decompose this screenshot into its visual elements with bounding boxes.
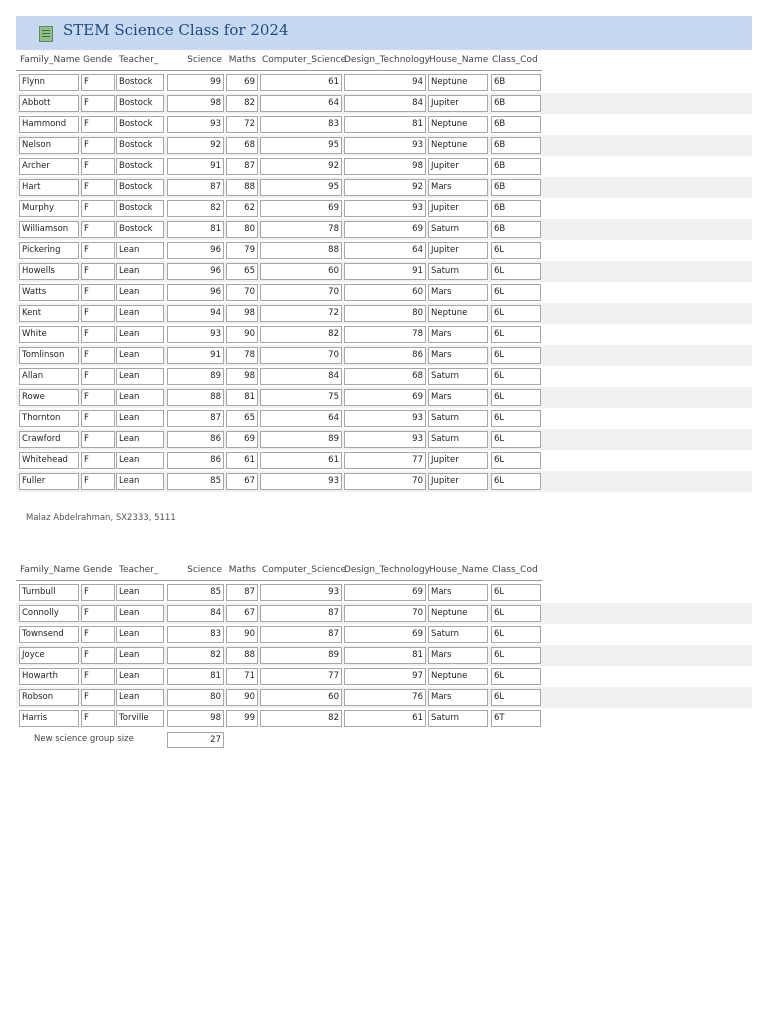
cell-teacher: Bostock (116, 95, 164, 112)
cell-family-name: Howells (19, 263, 79, 280)
cell-teacher: Torville (116, 710, 164, 727)
cell-maths: 98 (226, 368, 258, 385)
column-header-family-name: Family_Name (20, 55, 81, 65)
cell-gender: F (81, 689, 115, 706)
cell-house-name: Neptune (428, 74, 488, 91)
cell-science: 93 (167, 326, 224, 343)
column-header-class-code: Class_Cod (492, 565, 538, 575)
cell-teacher: Lean (116, 242, 164, 259)
cell-maths: 72 (226, 116, 258, 133)
cell-class-code: 6L (491, 452, 541, 469)
cell-design-technology: 69 (344, 584, 426, 601)
cell-design-technology: 92 (344, 179, 426, 196)
cell-class-code: 6L (491, 647, 541, 664)
cell-maths: 79 (226, 242, 258, 259)
cell-maths: 65 (226, 263, 258, 280)
cell-computer-science: 61 (260, 452, 342, 469)
cell-science: 81 (167, 221, 224, 238)
table-row (16, 687, 752, 708)
column-header-teacher: Teacher_ (119, 55, 159, 65)
table-row (16, 408, 752, 429)
header-divider (16, 70, 542, 71)
column-header-gender: Gende (83, 55, 113, 65)
cell-maths: 81 (226, 389, 258, 406)
table-row (16, 261, 752, 282)
cell-class-code: 6L (491, 473, 541, 490)
cell-house-name: Neptune (428, 305, 488, 322)
cell-maths: 70 (226, 284, 258, 301)
cell-computer-science: 92 (260, 158, 342, 175)
cell-design-technology: 80 (344, 305, 426, 322)
table-row (16, 387, 752, 408)
table-row (16, 282, 752, 303)
cell-gender: F (81, 626, 115, 643)
cell-gender: F (81, 389, 115, 406)
table-row (16, 177, 752, 198)
cell-computer-science: 78 (260, 221, 342, 238)
cell-house-name: Mars (428, 389, 488, 406)
cell-teacher: Lean (116, 284, 164, 301)
table-row (16, 198, 752, 219)
table-row (16, 450, 752, 471)
table-row (16, 366, 752, 387)
cell-class-code: 6L (491, 326, 541, 343)
table-row (16, 114, 752, 135)
cell-science: 91 (167, 158, 224, 175)
cell-family-name: Pickering (19, 242, 79, 259)
cell-class-code: 6L (491, 347, 541, 364)
cell-maths: 69 (226, 431, 258, 448)
cell-teacher: Lean (116, 263, 164, 280)
cell-class-code: 6L (491, 389, 541, 406)
cell-house-name: Mars (428, 179, 488, 196)
cell-maths: 69 (226, 74, 258, 91)
cell-maths: 68 (226, 137, 258, 154)
cell-science: 81 (167, 668, 224, 685)
cell-class-code: 6B (491, 179, 541, 196)
cell-computer-science: 83 (260, 116, 342, 133)
group-size-value: 27 (167, 732, 224, 748)
cell-maths: 90 (226, 626, 258, 643)
cell-family-name: Whitehead (19, 452, 79, 469)
cell-house-name: Mars (428, 347, 488, 364)
cell-class-code: 6L (491, 284, 541, 301)
table-row (16, 219, 752, 240)
cell-class-code: 6T (491, 710, 541, 727)
cell-teacher: Bostock (116, 74, 164, 91)
cell-house-name: Saturn (428, 410, 488, 427)
cell-science: 87 (167, 410, 224, 427)
cell-teacher: Lean (116, 452, 164, 469)
cell-gender: F (81, 326, 115, 343)
cell-computer-science: 93 (260, 584, 342, 601)
cell-gender: F (81, 158, 115, 175)
column-header-class-code: Class_Cod (492, 55, 538, 65)
cell-design-technology: 69 (344, 626, 426, 643)
cell-teacher: Lean (116, 647, 164, 664)
cell-family-name: Harris (19, 710, 79, 727)
cell-design-technology: 78 (344, 326, 426, 343)
cell-house-name: Saturn (428, 221, 488, 238)
cell-class-code: 6B (491, 74, 541, 91)
cell-house-name: Neptune (428, 137, 488, 154)
table-row (16, 345, 752, 366)
cell-family-name: Flynn (19, 74, 79, 91)
cell-science: 82 (167, 200, 224, 217)
cell-gender: F (81, 473, 115, 490)
cell-class-code: 6L (491, 689, 541, 706)
page-footer: Malaz Abdelrahman, SX2333, 5111 (26, 513, 176, 523)
cell-house-name: Jupiter (428, 95, 488, 112)
cell-gender: F (81, 647, 115, 664)
cell-computer-science: 64 (260, 410, 342, 427)
cell-teacher: Lean (116, 626, 164, 643)
cell-teacher: Lean (116, 605, 164, 622)
cell-computer-science: 87 (260, 626, 342, 643)
table-row (16, 645, 752, 666)
cell-design-technology: 64 (344, 242, 426, 259)
cell-design-technology: 70 (344, 473, 426, 490)
cell-family-name: Williamson (19, 221, 79, 238)
cell-design-technology: 98 (344, 158, 426, 175)
column-header-maths: Maths (228, 55, 256, 65)
cell-computer-science: 61 (260, 74, 342, 91)
cell-computer-science: 89 (260, 647, 342, 664)
cell-house-name: Jupiter (428, 242, 488, 259)
cell-gender: F (81, 347, 115, 364)
cell-computer-science: 70 (260, 347, 342, 364)
cell-science: 92 (167, 137, 224, 154)
cell-gender: F (81, 305, 115, 322)
cell-gender: F (81, 410, 115, 427)
cell-teacher: Lean (116, 305, 164, 322)
cell-family-name: Hart (19, 179, 79, 196)
cell-family-name: Fuller (19, 473, 79, 490)
cell-house-name: Saturn (428, 431, 488, 448)
cell-maths: 90 (226, 689, 258, 706)
cell-computer-science: 60 (260, 263, 342, 280)
cell-computer-science: 77 (260, 668, 342, 685)
cell-house-name: Jupiter (428, 200, 488, 217)
cell-family-name: Connolly (19, 605, 79, 622)
cell-class-code: 6L (491, 668, 541, 685)
cell-gender: F (81, 137, 115, 154)
table-row (16, 603, 752, 624)
cell-family-name: Abbott (19, 95, 79, 112)
cell-science: 82 (167, 647, 224, 664)
cell-computer-science: 72 (260, 305, 342, 322)
table-row (16, 156, 752, 177)
cell-science: 83 (167, 626, 224, 643)
cell-gender: F (81, 179, 115, 196)
cell-family-name: Hammond (19, 116, 79, 133)
cell-teacher: Lean (116, 410, 164, 427)
cell-family-name: Allan (19, 368, 79, 385)
cell-family-name: Crawford (19, 431, 79, 448)
header-divider (16, 580, 542, 581)
cell-maths: 87 (226, 584, 258, 601)
cell-teacher: Lean (116, 584, 164, 601)
cell-class-code: 6L (491, 263, 541, 280)
cell-gender: F (81, 74, 115, 91)
cell-class-code: 6L (491, 605, 541, 622)
cell-gender: F (81, 605, 115, 622)
cell-science: 96 (167, 242, 224, 259)
cell-design-technology: 93 (344, 431, 426, 448)
table-row (16, 93, 752, 114)
group-size-label: New science group size (34, 734, 134, 744)
cell-family-name: Nelson (19, 137, 79, 154)
report-header (16, 16, 752, 50)
cell-computer-science: 82 (260, 326, 342, 343)
table-row (16, 429, 752, 450)
cell-house-name: Jupiter (428, 452, 488, 469)
cell-maths: 65 (226, 410, 258, 427)
cell-family-name: White (19, 326, 79, 343)
table-row (16, 72, 752, 93)
cell-computer-science: 87 (260, 605, 342, 622)
cell-computer-science: 95 (260, 179, 342, 196)
cell-maths: 88 (226, 647, 258, 664)
cell-gender: F (81, 95, 115, 112)
cell-family-name: Robson (19, 689, 79, 706)
cell-family-name: Rowe (19, 389, 79, 406)
cell-science: 96 (167, 284, 224, 301)
cell-computer-science: 84 (260, 368, 342, 385)
cell-gender: F (81, 431, 115, 448)
cell-computer-science: 64 (260, 95, 342, 112)
cell-computer-science: 60 (260, 689, 342, 706)
cell-design-technology: 84 (344, 95, 426, 112)
cell-science: 85 (167, 473, 224, 490)
cell-teacher: Lean (116, 389, 164, 406)
cell-house-name: Mars (428, 689, 488, 706)
cell-class-code: 6L (491, 431, 541, 448)
cell-house-name: Mars (428, 584, 488, 601)
cell-teacher: Lean (116, 368, 164, 385)
cell-family-name: Joyce (19, 647, 79, 664)
cell-maths: 62 (226, 200, 258, 217)
cell-maths: 61 (226, 452, 258, 469)
column-header-maths: Maths (228, 565, 256, 575)
cell-design-technology: 97 (344, 668, 426, 685)
cell-teacher: Lean (116, 347, 164, 364)
table-row (16, 666, 752, 687)
cell-teacher: Lean (116, 326, 164, 343)
cell-computer-science: 88 (260, 242, 342, 259)
cell-class-code: 6L (491, 242, 541, 259)
cell-science: 85 (167, 584, 224, 601)
cell-design-technology: 81 (344, 116, 426, 133)
cell-computer-science: 70 (260, 284, 342, 301)
cell-class-code: 6B (491, 200, 541, 217)
cell-gender: F (81, 242, 115, 259)
cell-maths: 88 (226, 179, 258, 196)
cell-teacher: Bostock (116, 158, 164, 175)
cell-house-name: Jupiter (428, 158, 488, 175)
column-header-computer-science: Computer_Science (262, 55, 347, 65)
cell-science: 99 (167, 74, 224, 91)
cell-design-technology: 61 (344, 710, 426, 727)
cell-family-name: Archer (19, 158, 79, 175)
cell-family-name: Murphy (19, 200, 79, 217)
cell-maths: 67 (226, 473, 258, 490)
cell-family-name: Watts (19, 284, 79, 301)
cell-class-code: 6B (491, 137, 541, 154)
cell-design-technology: 77 (344, 452, 426, 469)
cell-gender: F (81, 668, 115, 685)
cell-science: 98 (167, 710, 224, 727)
cell-science: 91 (167, 347, 224, 364)
cell-maths: 98 (226, 305, 258, 322)
cell-maths: 82 (226, 95, 258, 112)
table-row (16, 324, 752, 345)
cell-class-code: 6B (491, 221, 541, 238)
cell-teacher: Bostock (116, 179, 164, 196)
cell-teacher: Lean (116, 668, 164, 685)
cell-house-name: Saturn (428, 626, 488, 643)
cell-computer-science: 75 (260, 389, 342, 406)
cell-design-technology: 70 (344, 605, 426, 622)
cell-gender: F (81, 116, 115, 133)
cell-house-name: Mars (428, 284, 488, 301)
cell-house-name: Neptune (428, 605, 488, 622)
cell-design-technology: 93 (344, 410, 426, 427)
cell-design-technology: 76 (344, 689, 426, 706)
cell-family-name: Thornton (19, 410, 79, 427)
column-header-design-technology: Design_Technology (344, 55, 430, 65)
table-row (16, 471, 752, 492)
column-header-house-name: House_Name (429, 565, 489, 575)
column-header-family-name: Family_Name (20, 565, 81, 575)
cell-design-technology: 81 (344, 647, 426, 664)
cell-gender: F (81, 368, 115, 385)
cell-maths: 67 (226, 605, 258, 622)
cell-maths: 71 (226, 668, 258, 685)
table-row (16, 303, 752, 324)
cell-computer-science: 95 (260, 137, 342, 154)
cell-class-code: 6L (491, 368, 541, 385)
column-header-design-technology: Design_Technology (344, 565, 430, 575)
cell-teacher: Lean (116, 689, 164, 706)
table-row (16, 135, 752, 156)
cell-house-name: Mars (428, 326, 488, 343)
cell-design-technology: 69 (344, 221, 426, 238)
cell-house-name: Neptune (428, 668, 488, 685)
cell-design-technology: 68 (344, 368, 426, 385)
cell-gender: F (81, 200, 115, 217)
cell-family-name: Howarth (19, 668, 79, 685)
column-header-gender: Gende (83, 565, 113, 575)
cell-teacher: Lean (116, 431, 164, 448)
table-row (16, 708, 752, 729)
cell-house-name: Saturn (428, 263, 488, 280)
cell-gender: F (81, 452, 115, 469)
cell-science: 96 (167, 263, 224, 280)
cell-house-name: Jupiter (428, 473, 488, 490)
cell-design-technology: 60 (344, 284, 426, 301)
column-header-science: Science (187, 55, 222, 65)
cell-computer-science: 69 (260, 200, 342, 217)
cell-design-technology: 91 (344, 263, 426, 280)
report-title: STEM Science Class for 2024 (63, 21, 289, 39)
cell-teacher: Bostock (116, 200, 164, 217)
cell-maths: 99 (226, 710, 258, 727)
cell-class-code: 6B (491, 95, 541, 112)
cell-class-code: 6L (491, 305, 541, 322)
cell-family-name: Tomlinson (19, 347, 79, 364)
cell-house-name: Saturn (428, 368, 488, 385)
cell-gender: F (81, 284, 115, 301)
cell-computer-science: 82 (260, 710, 342, 727)
cell-family-name: Kent (19, 305, 79, 322)
cell-class-code: 6L (491, 410, 541, 427)
cell-design-technology: 93 (344, 200, 426, 217)
cell-teacher: Bostock (116, 116, 164, 133)
cell-house-name: Neptune (428, 116, 488, 133)
cell-science: 98 (167, 95, 224, 112)
cell-design-technology: 94 (344, 74, 426, 91)
table-row (16, 582, 752, 603)
cell-computer-science: 93 (260, 473, 342, 490)
column-header-computer-science: Computer_Science (262, 565, 347, 575)
cell-science: 93 (167, 116, 224, 133)
cell-gender: F (81, 263, 115, 280)
cell-science: 89 (167, 368, 224, 385)
cell-design-technology: 93 (344, 137, 426, 154)
cell-maths: 90 (226, 326, 258, 343)
column-header-science: Science (187, 565, 222, 575)
cell-science: 86 (167, 431, 224, 448)
cell-science: 84 (167, 605, 224, 622)
cell-design-technology: 86 (344, 347, 426, 364)
cell-maths: 80 (226, 221, 258, 238)
column-header-teacher: Teacher_ (119, 565, 159, 575)
cell-design-technology: 69 (344, 389, 426, 406)
cell-house-name: Saturn (428, 710, 488, 727)
cell-class-code: 6B (491, 158, 541, 175)
cell-teacher: Lean (116, 473, 164, 490)
table-row (16, 240, 752, 261)
cell-class-code: 6L (491, 584, 541, 601)
cell-gender: F (81, 221, 115, 238)
cell-class-code: 6L (491, 626, 541, 643)
cell-family-name: Townsend (19, 626, 79, 643)
cell-teacher: Bostock (116, 137, 164, 154)
cell-science: 88 (167, 389, 224, 406)
cell-science: 94 (167, 305, 224, 322)
column-header-house-name: House_Name (429, 55, 489, 65)
cell-science: 80 (167, 689, 224, 706)
table-row (16, 624, 752, 645)
cell-class-code: 6B (491, 116, 541, 133)
cell-science: 87 (167, 179, 224, 196)
cell-gender: F (81, 584, 115, 601)
cell-gender: F (81, 710, 115, 727)
cell-family-name: Turnbull (19, 584, 79, 601)
cell-science: 86 (167, 452, 224, 469)
cell-computer-science: 89 (260, 431, 342, 448)
report-icon (39, 26, 53, 42)
cell-house-name: Mars (428, 647, 488, 664)
cell-maths: 87 (226, 158, 258, 175)
cell-teacher: Bostock (116, 221, 164, 238)
cell-maths: 78 (226, 347, 258, 364)
